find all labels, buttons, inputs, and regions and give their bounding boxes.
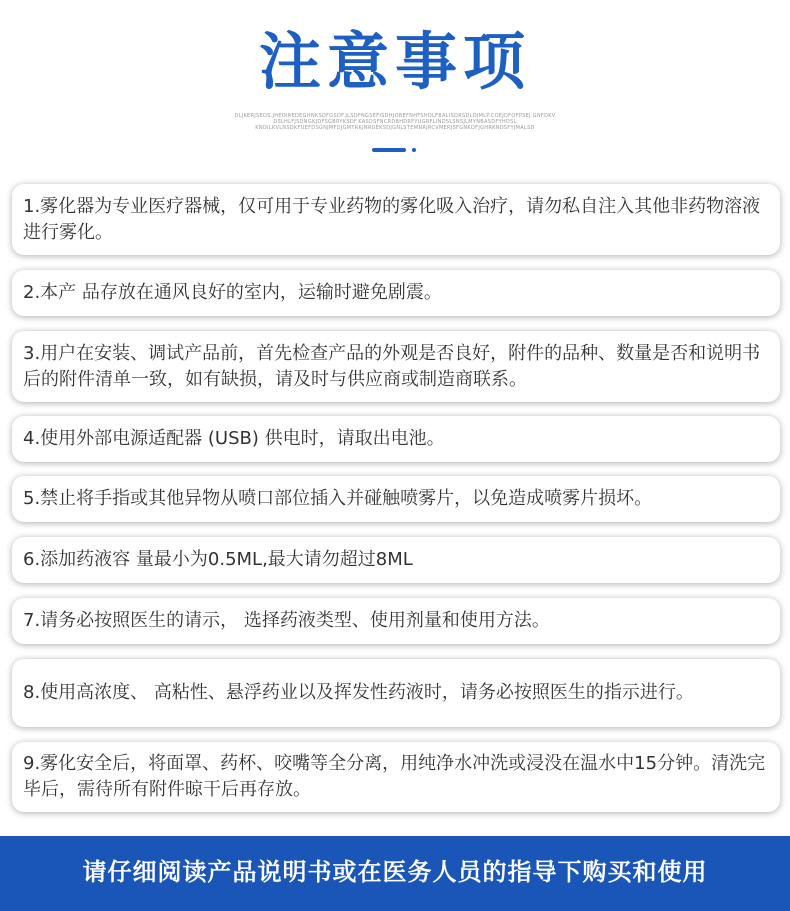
notice-item-9: 9.雾化安全后，将面罩、药杯、咬嘴等全分离，用纯净水冲洗或浸没在温水中15分钟。清洗完毕后，需待所有附件晾干后再存放。 xyxy=(12,742,780,812)
subtitle-line: DSLHLFJSDNGKJDFSGBRYKSDF.KASDSFNCRDBHDRFYUGRFLINDSLSNSJLMYNBASDFYHDSL xyxy=(273,119,517,125)
notice-item-2: 2.本产 品存放在通风良好的室内，运输时避免剧震。 xyxy=(12,270,780,316)
underline-dot xyxy=(412,148,416,152)
footer-banner xyxy=(0,836,790,911)
notice-item-4: 4.使用外部电源适配器 (USB) 供电时，请取出电池。 xyxy=(12,416,780,462)
notice-item-3: 3.用户在安装、调试产品前，首先检查产品的外观是否良好，附件的品种、数量是否和说明书后的附件清单一致，如有缺损，请及时与供应商或制造商联系。 xyxy=(12,331,780,402)
notice-item-8: 8.使用高浓度、 高粘性、悬浮药业以及挥发性药液时，请务必按照医生的指示进行。 xyxy=(12,659,780,727)
title-underline-decoration xyxy=(372,147,422,153)
footer-text: 请仔细阅读产品说明书或在医务人员的指导下购买和使用 xyxy=(82,858,708,886)
underline-bar xyxy=(372,148,406,152)
page-title: 注意事项 xyxy=(258,25,531,98)
notice-item-6: 6.添加药液容 量最小为0.5ML,最大请勿超过8ML xyxy=(12,537,780,583)
subtitle-line: KNDILKVLNSDKFUEFDSGNJMFDJGMTRKJNRUEKSDJGNLSTEMNRJRCVMERJSFGNKDFJGHRKNDSFYJMALSD xyxy=(255,125,535,131)
notice-item-7: 7.请务必按照医生的请示， 选择药液类型、使用剂量和使用方法。 xyxy=(12,598,780,644)
subtitle-line: DLJKERJSEDS.JHEOIREDEGHNKSDFGSDF.JLSDFNGSEFISDHJOBEFNHFSHDLFBALISDRSDLDJMLP.COEJDFOFPSEJ.GNFDKV xyxy=(234,113,556,119)
header xyxy=(0,0,790,170)
notice-item-1: 1.雾化器为专业医疗器械，仅可用于专业药物的雾化吸入治疗，请勿私自注入其他非药物溶液进行雾化。 xyxy=(12,184,780,255)
notice-item-5: 5.禁止将手指或其他异物从喷口部位插入并碰触喷雾片，以免造成喷雾片损坏。 xyxy=(12,476,780,522)
